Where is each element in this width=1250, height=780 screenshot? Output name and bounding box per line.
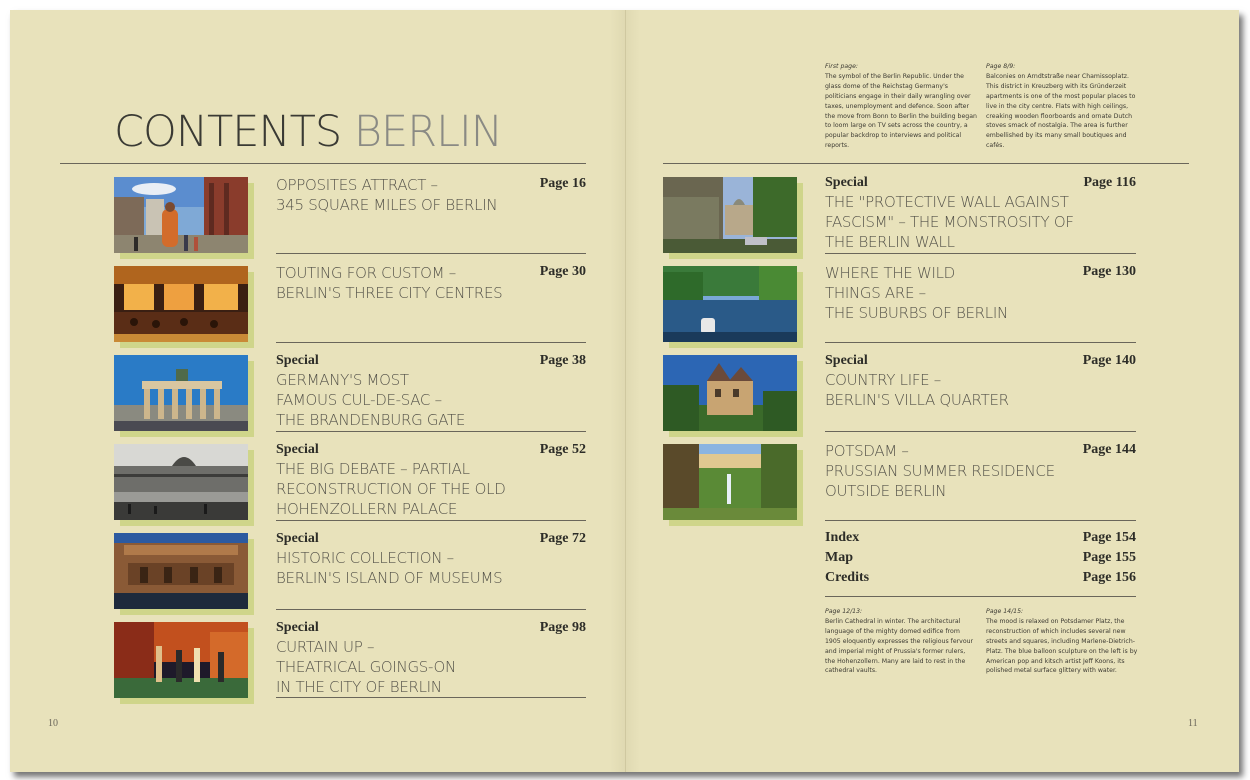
entry-special-label: Special <box>276 442 319 457</box>
entry-title: WHERE THE WILD THINGS ARE – THE SUBURBS OF BERLIN <box>825 264 1008 322</box>
entry-page-ref[interactable]: Page 130 <box>1082 264 1136 279</box>
entry-special-label: Special <box>825 353 868 368</box>
index-label[interactable]: Index <box>825 530 860 545</box>
entry-page-ref[interactable]: Page 98 <box>539 620 586 635</box>
museum-island-photo <box>114 533 248 609</box>
entry-page-ref[interactable]: Page 16 <box>539 176 586 191</box>
credits-page-ref[interactable]: Page 156 <box>1082 570 1136 585</box>
entry-title: OPPOSITES ATTRACT – 345 SQUARE MILES OF BERLIN <box>276 176 498 214</box>
entry-page-ref[interactable]: Page 30 <box>539 264 586 279</box>
credits-label[interactable]: Credits <box>825 570 870 585</box>
map-page-ref[interactable]: Page 155 <box>1082 550 1136 565</box>
entry-divider <box>276 431 586 432</box>
caption-text: Balconies on Arndtstraße near Chamissoplatz. This district in Kreuzberg with its Gründerzeit apartments is one of the most popular places to live in the city centre. Flats with high ceilings, creaking wooden floorboards and ornate Dutch stoves smack of nostalgia. The area is further embellished by its many small boutiques and cafés. <box>986 72 1136 150</box>
entry-divider <box>276 253 586 254</box>
entry-special-label: Special <box>825 175 868 190</box>
brandenburg-gate-photo <box>114 355 248 431</box>
suburb-river-photo <box>663 266 797 342</box>
entry-title: TOUTING FOR CUSTOM – BERLIN'S THREE CITY CENTRES <box>276 264 503 302</box>
villa-photo <box>663 355 797 431</box>
entry-divider <box>276 697 586 698</box>
entry-page-ref[interactable]: Page 38 <box>539 353 586 368</box>
entry-divider <box>276 520 586 521</box>
caption-page-14-15 <box>986 607 1138 676</box>
header-rule-right <box>663 163 1189 164</box>
entry-divider <box>825 520 1136 521</box>
entry-title: COUNTRY LIFE – BERLIN'S VILLA QUARTER <box>825 371 1009 409</box>
sanssouci-photo <box>663 444 797 520</box>
entry-special-label: Special <box>276 620 319 635</box>
caption-text: The mood is relaxed on Potsdamer Platz, the reconstruction of which includes several new streets and squares, including Marlene-Dietrich-Platz. The blue balloon sculpture on the left is by American pop and kitsch artist Jeff Koons, its polished metal surface glittery with water. <box>986 617 1138 675</box>
page-number-left: 10 <box>48 718 58 729</box>
book-spread <box>10 10 1239 772</box>
entry-title: GERMANY'S MOST FAMOUS CUL-DE-SAC – THE BRANDENBURG GATE <box>276 371 466 429</box>
page-title <box>114 107 502 157</box>
entry-title: THE "PROTECTIVE WALL AGAINST FASCISM" – THE MONSTROSITY OF THE BERLIN WALL <box>825 193 1074 251</box>
index-divider <box>825 596 1136 597</box>
potsdamer-platz-photo <box>114 177 248 253</box>
entry-divider <box>825 253 1136 254</box>
entry-title: CURTAIN UP – THEATRICAL GOINGS-ON IN THE CITY OF BERLIN <box>276 638 456 696</box>
map-label[interactable]: Map <box>825 550 853 565</box>
gutter-line <box>625 10 626 772</box>
caption-heading: Page 12/13: <box>825 608 863 615</box>
theatre-stage-photo <box>114 622 248 698</box>
entry-page-ref[interactable]: Page 72 <box>539 531 586 546</box>
historic-palace-photo <box>114 444 248 520</box>
entry-special-label: Special <box>276 353 319 368</box>
title-main: CONTENTS <box>114 107 342 157</box>
caption-page-12-13 <box>825 607 977 676</box>
caption-page-8-9 <box>986 62 1138 151</box>
entry-divider <box>825 342 1136 343</box>
entry-page-ref[interactable]: Page 52 <box>539 442 586 457</box>
caption-heading: First page: <box>825 63 858 70</box>
entry-divider <box>276 342 586 343</box>
caption-text: The symbol of the Berlin Republic. Under the glass dome of the Reichstag Germany's politicians engage in their daily wrangling over taxes, unemployment and defence. Soon after the move from Bonn to Berlin the building began to loom large on TV sets across the country, a popular backdrop to interviews and political reports. <box>825 72 977 150</box>
entry-title: THE BIG DEBATE – PARTIAL RECONSTRUCTION OF THE OLD HOHENZOLLERN PALACE <box>276 460 506 518</box>
page-number-right: 11 <box>1188 718 1198 729</box>
caption-text: Berlin Cathedral in winter. The architectural language of the mighty domed edifice from 1905 eloquently expresses the religious fervour and imperial might of Prussia's former rulers, the Hohenzollern. Many are laid to rest in the cathedral vaults. <box>825 617 974 675</box>
caption-heading: Page 14/15: <box>986 608 1024 615</box>
caption-heading: Page 8/9: <box>986 63 1016 70</box>
entry-divider <box>276 609 586 610</box>
entry-divider <box>825 431 1136 432</box>
cafe-night-photo <box>114 266 248 342</box>
entry-page-ref[interactable]: Page 140 <box>1082 353 1136 368</box>
title-city: BERLIN <box>353 107 502 157</box>
entry-page-ref[interactable]: Page 144 <box>1082 442 1136 457</box>
entry-special-label: Special <box>276 531 319 546</box>
index-page-ref[interactable]: Page 154 <box>1082 530 1136 545</box>
berlin-wall-photo <box>663 177 797 253</box>
entry-page-ref[interactable]: Page 116 <box>1083 175 1136 190</box>
entry-title: HISTORIC COLLECTION – BERLIN'S ISLAND OF MUSEUMS <box>276 549 503 587</box>
caption-first-page <box>825 62 977 151</box>
title-rule <box>60 163 586 164</box>
entry-title: POTSDAM – PRUSSIAN SUMMER RESIDENCE OUTSIDE BERLIN <box>825 442 1055 500</box>
